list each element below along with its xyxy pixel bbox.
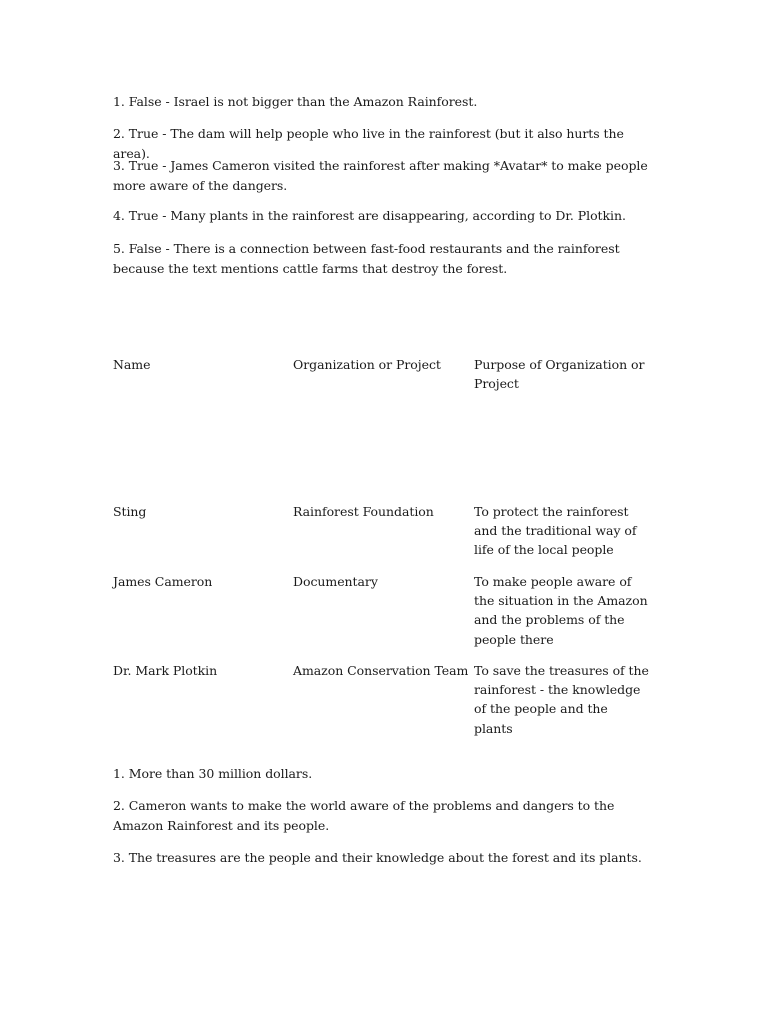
answer-1: 1. More than 30 million dollars. bbox=[113, 766, 313, 781]
table-header-organization: Organization or Project bbox=[293, 357, 441, 372]
table-cell-name: Sting bbox=[113, 504, 147, 519]
table-cell-organization: Amazon Conservation Team bbox=[293, 663, 469, 678]
table-cell-purpose: To save the treasures of the rainforest - the knowledge of the people and the plants bbox=[474, 663, 649, 736]
true-false-answer-4: 4. True - Many plants in the rainforest are disappearing, according to Dr. Plotkin. bbox=[113, 208, 626, 223]
table-cell-name: James Cameron bbox=[113, 574, 213, 589]
table-cell-purpose: To protect the rainforest and the traditional way of life of the local people bbox=[474, 504, 637, 558]
answer-2: 2. Cameron wants to make the world aware of the problems and dangers to the Amazon Rainforest and its people. bbox=[113, 798, 615, 833]
answer-3: 3. The treasures are the people and their knowledge about the forest and its plants. bbox=[113, 850, 642, 865]
table-header-purpose: Purpose of Organization or Project bbox=[474, 357, 645, 392]
true-false-answer-3: 3. True - James Cameron visited the rainforest after making *Avatar* to make people more aware of the dangers. bbox=[113, 158, 648, 193]
true-false-answer-1: 1. False - Israel is not bigger than the Amazon Rainforest. bbox=[113, 94, 478, 109]
table-cell-name: Dr. Mark Plotkin bbox=[113, 663, 218, 678]
true-false-answer-2: 2. True - The dam will help people who live in the rainforest (but it also hurts the area). bbox=[113, 126, 624, 161]
table-cell-purpose: To make people aware of the situation in the Amazon and the problems of the people there bbox=[474, 574, 648, 647]
table-header-name: Name bbox=[113, 357, 151, 372]
table-cell-organization: Rainforest Foundation bbox=[293, 504, 434, 519]
table-cell-organization: Documentary bbox=[293, 574, 378, 589]
true-false-answer-5: 5. False - There is a connection between fast-food restaurants and the rainforest because the text mentions cattle farms that destroy the forest. bbox=[113, 241, 620, 276]
